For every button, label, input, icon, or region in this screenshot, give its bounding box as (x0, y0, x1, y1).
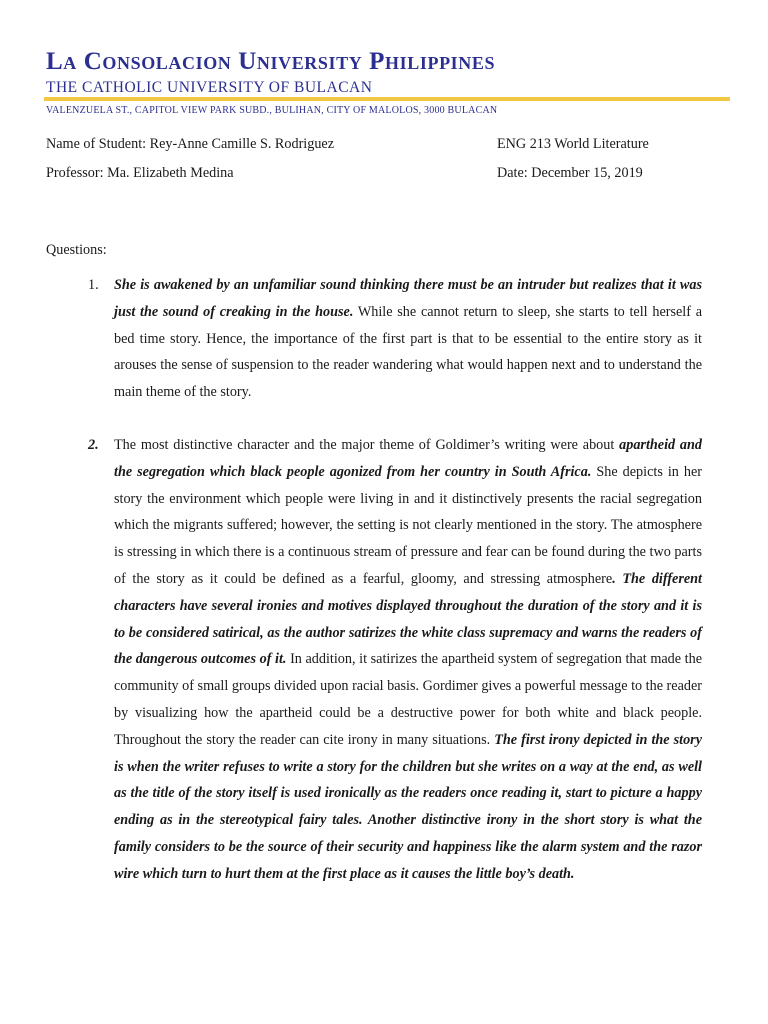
answer-body: In addition, it satirizes the apartheid system of segregation that made the community of small groups divided upon racial basis. Gordimer gives a powerful message to the reader by visualizing how the apartheid could be a destructive power for both white and black people. Throughout the story the reader can cite irony in many situations. (114, 651, 702, 748)
answer-emphasis: apartheid and the segregation which black people agonized from her country in South Africa. (114, 437, 702, 480)
answer-body: While she cannot return to sleep, she starts to tell herself a bed time story. Hence, the importance of the first part is that to be essential to the entire story as it arouses the sense of suspension to the reader wandering what would happen next and to understand the main theme of the story. (114, 303, 702, 401)
answer-text (114, 272, 702, 406)
answer-body: She depicts in her story the environment which people were living in and it distinctively presents the racial segregation which the migrants suffered; however, the setting is not clearly mentioned in the story. The atmosphere is stressing in which there is a continuous stream of pressure and fear can be found during the two parts of the story as it could be defined as a fearful, gloomy, and stressing atmosphere (114, 463, 702, 587)
student-name: Name of Student: Rey-Anne Camille S. Rodriguez (46, 136, 335, 152)
university-name: La Consolacion University Philippines (46, 48, 496, 75)
university-address: VALENZUELA ST., CAPITOL VIEW PARK SUBD., BULIHAN, CITY OF MALOLOS, 3000 BULACAN (46, 105, 498, 116)
university-subtitle: THE CATHOLIC UNIVERSITY OF BULACAN (46, 79, 373, 96)
answer-emphasis: . The different characters have several ironies and motives displayed throughout the duration of the story and it is to be considered satirical, as the author satirizes the white class supremacy and warns the readers of the dangerous outcomes of it. (114, 570, 702, 668)
professor-name: Professor: Ma. Elizabeth Medina (46, 165, 234, 181)
answer-text (114, 432, 702, 888)
answer-emphasis: The first irony depicted in the story is when the writer refuses to write a story for the children but she writes on a way at the end, as well as the title of the story itself is used ironically as the readers once reading it, start to picture a happy ending as in the stereotypical fairy tales. Another distinctive irony in the short story is what the family considers to be the source of their security and happiness like the alarm system and the razor wire which turn to hurt them at the first place as it causes the little boy’s death. (114, 731, 702, 882)
question-number: 1. (88, 277, 99, 293)
question-1 (88, 272, 702, 406)
question-number: 2. (88, 437, 99, 453)
questions-label: Questions: (46, 242, 107, 258)
answer-emphasis: She is awakened by an unfamiliar sound thinking there must be an intruder but realizes that it was just the sound of creaking in the house. (114, 277, 702, 320)
letterhead (46, 44, 730, 97)
answer-body: The most distinctive character and the major theme of Goldimer’s writing were about (114, 437, 620, 453)
course-name: ENG 213 World Literature (497, 136, 649, 152)
header-divider (44, 97, 730, 101)
submission-date: Date: December 15, 2019 (497, 165, 643, 181)
question-2 (88, 432, 702, 888)
